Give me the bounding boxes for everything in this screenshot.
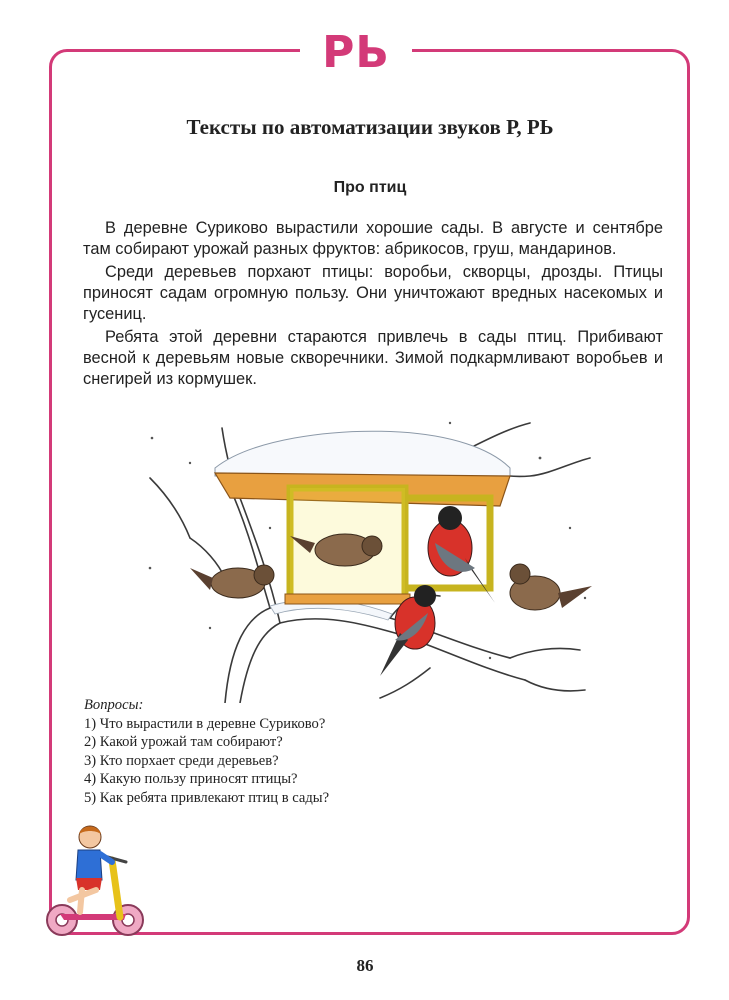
story-paragraph: Среди деревьев порхают птицы: воробьи, скворцы, дрозды. Птицы приносят садам огромную пользу. Они уничтожают вредных насекомых и гусениц.	[83, 263, 663, 323]
boy-on-scooter-illustration	[40, 822, 150, 940]
story-title: Про птиц	[333, 179, 407, 196]
sparrow-left	[190, 565, 274, 598]
story-paragraph: Ребята этой деревни стараются привлечь в сады птиц. Прибивают весной к деревьям новые скворечники. Зимой подкармливают воробьев и снегирей из кормушек.	[83, 328, 663, 388]
question-item: 4) Какую пользу приносят птицы?	[84, 771, 298, 787]
feeder-roof-snow	[215, 431, 510, 476]
questions-block	[84, 696, 644, 807]
page-number: 86	[356, 956, 374, 975]
page-title: Тексты по автоматизации звуков Р, РЬ	[186, 115, 554, 139]
story-text	[83, 218, 663, 392]
story-paragraph: В деревне Суриково вырастили хорошие сады. В августе и сентябре там собирают урожай разных фруктов: абрикосов, груш, мандаринов.	[83, 219, 663, 258]
question-item: 1) Что вырастили в деревне Суриково?	[84, 715, 326, 732]
question-item: 3) Кто порхает среди деревьев?	[84, 752, 279, 769]
question-item: 5) Как ребята привлекают птиц в сады?	[84, 789, 330, 806]
bird-feeder-illustration	[130, 418, 610, 703]
sparrow-right	[510, 564, 592, 610]
question-item: 2) Какой урожай там собирают?	[84, 734, 283, 750]
header-letters: РЬ	[300, 28, 412, 78]
questions-heading: Вопросы:	[84, 697, 144, 713]
